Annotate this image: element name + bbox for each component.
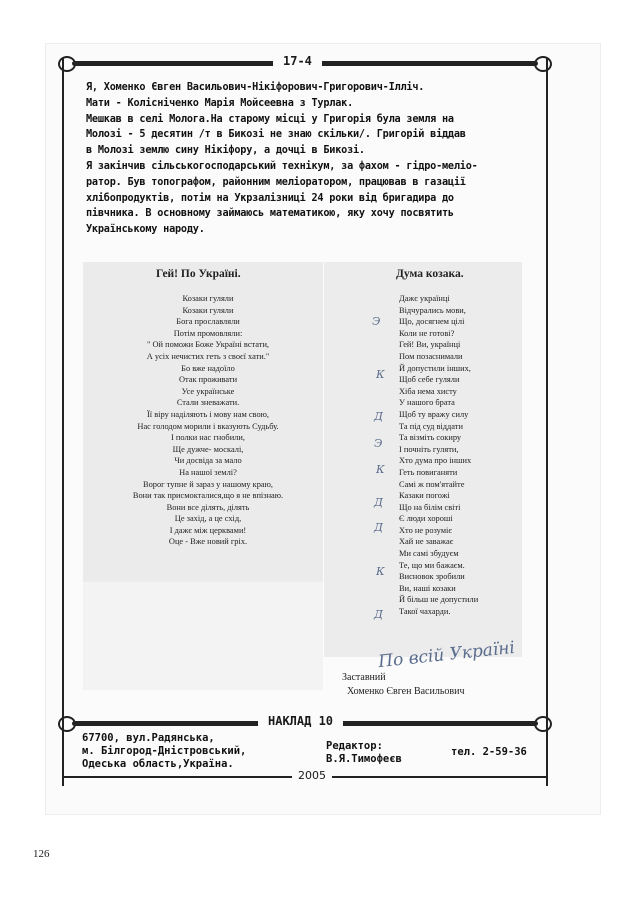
editor-block	[326, 740, 402, 766]
typed-autobiography	[86, 80, 541, 238]
typed-line: ратор. Був топографом, районним меліоратором, працював в газації	[86, 176, 466, 188]
poem-line: Чи досвіда за мало	[174, 456, 242, 466]
poem-line: Потім промовляли:	[173, 328, 243, 338]
poem-line: Коли не готові?	[399, 328, 455, 338]
poem-line: Пом позаснимали	[399, 351, 463, 361]
poem-line: Щоб себе гуляли	[399, 375, 460, 385]
typed-line: Я, Хоменко Євген Васильович-Нікіфорович-Григорович-Ілліч.	[86, 82, 425, 93]
poem-line: Ще дужче- москалі,	[172, 444, 244, 454]
signed-place: Заставний	[342, 672, 386, 683]
poem-line: Та під суд віддати	[399, 421, 463, 431]
phone-number: тел. 2-59-36	[451, 746, 527, 758]
poem-left-title: Гей! По Україні.	[156, 268, 241, 280]
poem-line: Що, досягнем цілі	[399, 317, 465, 327]
typed-line: півчника. В основному займаюсь математикою, яку хочу посвятить	[86, 208, 454, 220]
poem-line: Нас голодом морили і вказують Судьбу.	[137, 421, 279, 431]
poem-right	[399, 293, 517, 618]
poem-line: Геть повиганяти	[399, 467, 458, 477]
margin-mark: К	[376, 368, 385, 381]
signed-author: Хоменко Євген Васильович	[347, 686, 465, 697]
poem-line: Відчурались мови,	[399, 305, 466, 315]
poem-line: Є люди хороші	[399, 514, 453, 524]
top-banner	[58, 56, 552, 74]
poem-line: Ми самі збудуєм	[399, 549, 459, 559]
poem-line: Козаки гуляли	[182, 294, 234, 303]
typed-line: Мати - Колісніченко Марія Мойсеевна з Турлак.	[86, 97, 354, 109]
poem-line: Козаки гуляли	[182, 305, 234, 315]
poem-line: Її віру наділяють і мову нам свою,	[147, 409, 269, 419]
margin-mark: Д	[374, 608, 383, 621]
margin-mark: Д	[374, 410, 383, 423]
address-line: м. Білгород-Дністровський,	[82, 745, 247, 757]
poem-line: Хто дума про інших	[399, 456, 472, 466]
poem-line: Ви, наші козаки	[399, 583, 456, 593]
poem-line: У нашого брата	[399, 398, 455, 408]
poem-line: Й допустили інших,	[399, 363, 471, 373]
handwritten-dedication: По всій Україні	[377, 637, 516, 673]
margin-mark: Э	[372, 315, 381, 328]
margin-mark: Д	[374, 521, 383, 534]
poem-line: Та візміть сокиру	[399, 433, 462, 443]
typed-line: Я закінчив сільськогосподарський технікум, за фахом - гідро-меліо-	[86, 160, 478, 172]
address-line: Одеська область,Україна.	[82, 758, 234, 770]
margin-mark: Э	[374, 437, 383, 450]
typed-line: Українському народу.	[86, 224, 205, 236]
poem-line: Отак проживати	[178, 375, 238, 385]
typed-line: Молозі - 5 десятин /т в Бикозі не знаю скільки/. Григорій віддав	[86, 129, 466, 141]
poem-line: Стали зневажати.	[176, 398, 240, 408]
typed-line: в Молозі землю сину Нікіфору, а дочці в Бикозі.	[86, 145, 365, 157]
poem-line: Дажє українці	[399, 294, 450, 303]
poem-line: Казаки погожі	[399, 491, 450, 501]
margin-mark: К	[376, 463, 385, 476]
scroll-ornament-right	[534, 716, 552, 732]
poem-line: Ворог тупне й зараз у нашому краю,	[143, 479, 273, 489]
publisher-address	[82, 732, 246, 771]
poem-line: І полки нас гнобили,	[171, 433, 245, 443]
poem-line: Усе українське	[181, 386, 235, 396]
publication-year: 2005	[292, 769, 332, 782]
typed-line: хлібопродуктів, потім на Укрзалізниці 24 роки від бригадира до	[86, 192, 454, 204]
poem-line: Хіба нема хисту	[399, 386, 457, 396]
poem-left	[98, 293, 318, 548]
poem-line: Що на білім світі	[399, 502, 461, 512]
poem-line: Бога прославляли	[176, 317, 240, 327]
clipping-left-blank	[83, 582, 323, 690]
poem-line: Оце - Вже новий гріх.	[168, 537, 248, 547]
typed-line: Мешкав в селі Молога.На старому місці у Григорія була земля на	[86, 113, 454, 125]
poem-right-title: Дума козака.	[396, 268, 464, 280]
poem-line: Бо вже надоїло	[181, 363, 235, 373]
poem-line: Це захід, а це схід,	[174, 514, 242, 524]
poem-line: Самі ж пом'ятайте	[399, 479, 465, 489]
poem-line: На нашої землі?	[179, 467, 237, 477]
poem-line: Щоб ту вражу силу	[399, 409, 469, 419]
poem-line: А усіх нечистих геть з своєї хати."	[146, 351, 270, 361]
poem-line: Гей! Ви, українці	[399, 340, 461, 350]
poem-line: Те, що ми бажаєм.	[399, 560, 465, 570]
scroll-ornament-right	[534, 56, 552, 72]
header-code: 17-4	[273, 54, 322, 68]
poem-line: Й більш не допустили	[399, 595, 479, 605]
page-number: 126	[33, 848, 50, 860]
margin-mark: К	[376, 565, 385, 578]
poem-line: І дажє між церквами!	[169, 525, 247, 535]
poem-line: Хай не заважає	[399, 537, 454, 547]
poem-line: І почніть гуляти,	[399, 444, 459, 454]
poem-line: Висновок зробили	[399, 572, 465, 582]
print-run-label: НАКЛАД 10	[258, 714, 343, 728]
margin-mark: Д	[374, 496, 383, 509]
poem-line: Вони так присмокталися,що я не впізнаю.	[132, 491, 284, 501]
editor-name: В.Я.Тимофеєв	[326, 753, 402, 765]
poem-line: " Ой поможи Боже Україні встати,	[146, 340, 270, 350]
poem-line: Такої чахарди.	[399, 607, 451, 617]
editor-label: Редактор:	[326, 740, 383, 752]
poem-line: Хто не розуміє	[399, 525, 452, 535]
address-line: 67700, вул.Радянська,	[82, 732, 215, 744]
poem-line: Вони все ділять, ділять	[166, 502, 250, 512]
